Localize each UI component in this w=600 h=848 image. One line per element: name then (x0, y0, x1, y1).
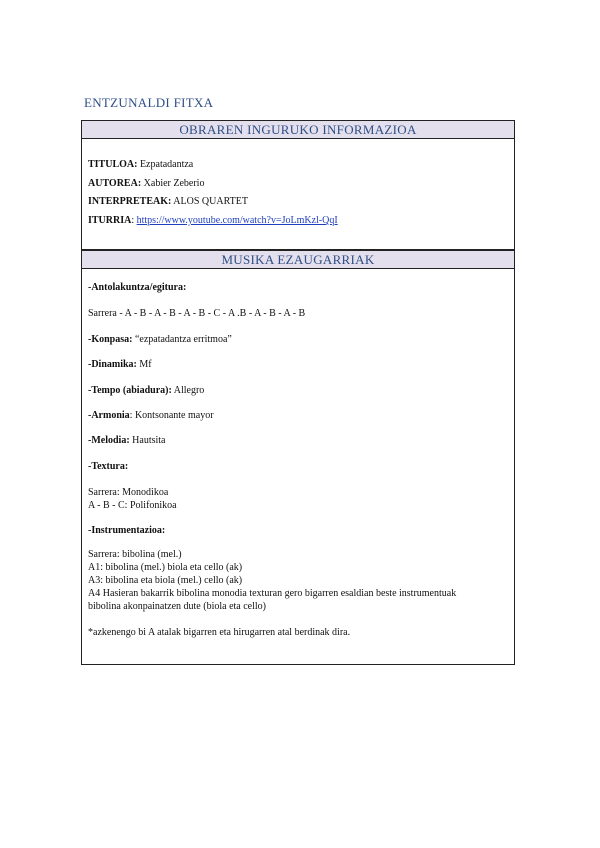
textura-label: -Textura: (88, 461, 129, 472)
tempo-value: Allegro (171, 385, 205, 396)
instrumentazioa-line: A3: bibolina eta biola (mel.) cello (ak) (88, 575, 243, 586)
dinamika-value: Mf (136, 359, 152, 370)
textura-line: A - B - C: Polifonikoa (88, 500, 177, 511)
autorea-row (88, 177, 204, 190)
iturria-label: ITURRIA (88, 215, 132, 226)
antolakuntza-label: -Antolakuntza/egitura: (88, 282, 187, 293)
iturria-sep: : (131, 215, 137, 226)
closing-note: *azkenengo bi A atalak bigarren eta hirugarren atal berdinak dira. (88, 627, 351, 638)
info-section (81, 120, 515, 250)
autorea-value: Xabier Zeberio (141, 178, 205, 189)
instrumentazioa-line: Sarrera: bibolina (mel.) (88, 549, 182, 560)
tempo-row (88, 384, 204, 397)
konpasa-label: -Konpasa: (88, 334, 133, 345)
melodia-value: Hautsita (129, 435, 166, 446)
armonia-row (88, 409, 214, 422)
antolakuntza-value: Sarrera - A - B - A - B - A - B - C - A .B - A - B - A - B (88, 308, 306, 319)
titulua-label: TITULOA: (88, 159, 138, 170)
melodia-label: -Melodia: (88, 435, 130, 446)
interpreteak-row (88, 195, 248, 208)
tempo-label: -Tempo (abiadura): (88, 385, 172, 396)
dinamika-row (88, 358, 152, 371)
konpasa-value: “ezpatadantza erritmoa” (132, 334, 232, 345)
instrumentazioa-line: A4 Hasieran bakarrik bibolina monodia texturan gero bigarren esaldian beste instrumentuak (88, 588, 457, 599)
instrumentazioa-line: bibolina akonpainatzen dute (biola eta cello) (88, 601, 266, 612)
titulua-value: Ezpatadantza (137, 159, 194, 170)
music-section (81, 250, 515, 665)
konpasa-row (88, 333, 232, 346)
armonia-label: -Armonia (88, 410, 130, 421)
melodia-row (88, 434, 165, 447)
info-header: OBRAREN INGURUKO INFORMAZIOA (82, 121, 514, 139)
interpreteak-value: ALOS QUARTET (171, 196, 248, 207)
interpreteak-label: INTERPRETEAK: (88, 196, 172, 207)
iturria-link[interactable]: https://www.youtube.com/watch?v=JoLmKzl-QqI (136, 215, 338, 226)
instrumentazioa-label: -Instrumentazioa: (88, 525, 166, 536)
dinamika-label: -Dinamika: (88, 359, 137, 370)
titulua-row (88, 158, 193, 171)
textura-line: Sarrera: Monodikoa (88, 487, 169, 498)
armonia-value: : Kontsonante mayor (129, 410, 214, 421)
autorea-label: AUTOREA: (88, 178, 142, 189)
instrumentazioa-line: A1: bibolina (mel.) biola eta cello (ak) (88, 562, 243, 573)
iturria-row (88, 214, 338, 227)
document-title: ENTZUNALDI FITXA (84, 95, 214, 110)
music-header: MUSIKA EZAUGARRIAK (82, 250, 514, 269)
